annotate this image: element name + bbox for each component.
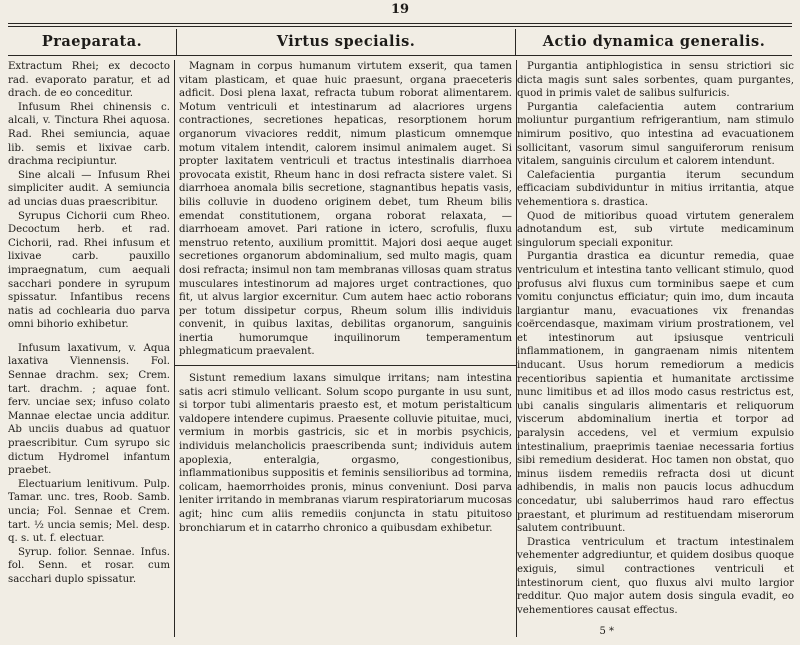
column-actio-dynamica: [513, 60, 794, 637]
paragraph: Quod de mitioribus quoad virtutem generalem adnotandum est, sub virtute medicaminum singulorum speciali exponitur.: [517, 210, 794, 249]
paragraph: Sine alcali — Infusum Rhei simpliciter audit. A semiuncia ad uncias duas praescribitur.: [8, 169, 170, 208]
paragraph: Infusum laxativum, v. Aqua laxativa Viennensis. Fol. Sennae drachm. sex; Crem. tart. drachm. ; aquae font. ferv. unciae sex; infuso colato Mannae electae uncia additur. Ab unciis duabus ad quatuor praescribitur. Cum syrupo sic dictum Hydromel infantum praebet.: [8, 342, 170, 477]
column-praeparata: [8, 60, 175, 637]
paragraph: Magnam in corpus humanum virtutem exserit, qua tamen vitam plasticam, et quae huic praesunt, organa praeceteris adficit. Dosi plena laxat, refracta tubum roborat alimentarem. Motum ventriculi et intestinarum ad alacriores urgens contractiones, secretiones hepaticas, resorptionem horum organorum vivaciores reddit, nimum plasticum omnemque motum vitalem intendit, calorem insimul animalem auget. Si propter laxitatem ventriculi et tractus intestinalis diarrhoea provocata existit, Rheum hanc in dosi refracta sistere valet. Si diarrhoea anomala bilis secretione, stagnantibus hepatis vasis, bilis colluvie in duodeno originem debet, tum Rheum bilis emendat constitutionem, organa roborat relaxata, — diarrhoeam amovet. Pari ratione in ictero, scrofulis, fluxu menstruo retento, auxilium promittit. Majori dosi aeque auget secretiones organorum abdominalium, sed multo magis, quam dosi refracta; insimul non tam membranas villosas quam stratus musculares intestinorum ad majores urget contractiones, quo fit, ut alvus largior excernitur. Cum autem haec actio roborans per totum dissipetur corpus, Rheum solum illis individuis convenit, in quibus laxitas, debilitas organorum, sanguinis inertia humorumque inquilinorum temperamentum phlegmaticum praevalent.: [179, 61, 512, 358]
paragraph: Calefacientia purgantia iterum secundum efficaciam subdividuntur in mitius irritantia, atque vehementiora s. drastica.: [517, 169, 794, 208]
paragraph: Syrupus Cichorii cum Rheo. Decoctum herb. et rad. Cichorii, rad. Rhei infusum et lixivae carb. pauxillo impraegnatum, cum aequali sacchari pondere in syrupum spissatur. Infantibus recens natis ad cochlearia duo parva omni bihorio exhibetur.: [8, 210, 170, 331]
header-rule-2: [8, 26, 792, 27]
column-headers: [8, 29, 792, 56]
column-virtus-specialis: [175, 60, 517, 637]
section-divider: [175, 365, 516, 366]
paragraph: Purgantia drastica ea dicuntur remedia, quae ventriculum et intestina tanto vellicant stimulo, quod profusus alvi fluxus cum torminibus saepe et cum vomitu conjunctus efficiatur; quin imo, dum incauta largiantur manu, evacuationes vix frenandas coërcendasque, maximam virium prostrationem, vel et intestinorum aut ipsiusque ventriculi inflammationem, in gangraenam nimis nitentem inducant. Usus horum remediorum a medicis recentioribus sapientia et humanitate arctissime nunc limitibus et ad illos modo casus restrictus est, ubi canalis singularis alimentaris et reliquorum viscerum abdominalium inertia et torpor ad paralysin accedens, vel et vermium expulsio intestinalium, praeprimis taeniae necessaria fortius sibi remedium desiderat. Hoc tamen non obstat, quo minus iisdem remediis refracta dosi ut dicunt adhibendis, in malis non paucis locus adhucdum concedatur, ubi saluberrimos haud raro effectus praestant, et plurimum ad restituendam miserorum salutem contribuunt.: [517, 251, 794, 535]
paragraph: Sistunt remedium laxans simulque irritans; nam intestina satis acri stimulo vellicant. Solum scopo purgante in usu sunt, si torpor tubi alimentaris praesto est, et motum peristalticum valdopere intendere cupimus. Praesente colluvie pituitae, muci, vermium in morbis gastricis, sic et in morbis psychicis, individuis melancholicis praescribenda sunt; individuis autem apoplexia, enteralgia, orgasmo, congestionibus, inflammationibus suppositis et feminis sensilioribus ad tormina, colicam, haemorrhoides pronis, minus conveniunt. Dosi parva leniter irritando in membranas viarum respiratoriarum mucosas agit; hinc cum aliis remediis conjuncta in statu pituitoso bronchiarum et in catarrho chronico a quibusdam exhibetur.: [179, 373, 512, 534]
paragraph: Purgantia calefacientia autem contrarium moliuntur purgantium refrigerantium, nam stimulo nimirum positivo, quo intestina ad evacuationem sollicitant, vasorum simul sanguiferorum renisum vitalem, sanguinis circulum et calorem intendunt.: [517, 101, 794, 168]
signature-mark: 5 *: [599, 626, 614, 637]
page-number: 19: [390, 2, 410, 17]
paragraph: Infusum Rhei chinensis c. alcali, v. Tinctura Rhei aquosa. Rad. Rhei semiuncia, aquae lib. semis et lixivae carb. drachma recipiuntur.: [8, 101, 170, 168]
paragraph: Extractum Rhei; ex decocto rad. evaporato paratur, et ad drach. de eo conceditur.: [8, 61, 170, 100]
header-rule: [8, 23, 792, 24]
paragraph: Purgantia antiphlogistica in sensu strictiori sic dicta magis sunt sales sorbentes, quam purgantes, quod in primis valet de salibus sulfuricis.: [517, 61, 794, 100]
header-actio-dynamica: Actio dynamica generalis.: [542, 33, 766, 50]
header-praeparata: Praeparata.: [8, 29, 177, 55]
paragraph: Electuarium lenitivum. Pulp. Tamar. unc. tres, Roob. Samb. uncia; Fol. Sennae et Crem. tart. ½ uncia semis; Mel. desp. q. s. ut. f. electuar.: [8, 478, 170, 545]
paragraph: Drastica ventriculum et tractum intestinalem vehementer adgrediuntur, et quidem dosibus quoque exiguis, simul contractiones ventriculi et intestinorum cient, quo fluxus alvi multo largior redditur. Quo major autem dosis singula evadit, eo vehementiores causat effectus.: [517, 536, 794, 616]
paragraph: Syrup. folior. Sennae. Infus. fol. Senn. et rosar. cum sacchari duplo spissatur.: [8, 546, 170, 585]
header-virtus-specialis: Virtus specialis.: [177, 29, 516, 55]
